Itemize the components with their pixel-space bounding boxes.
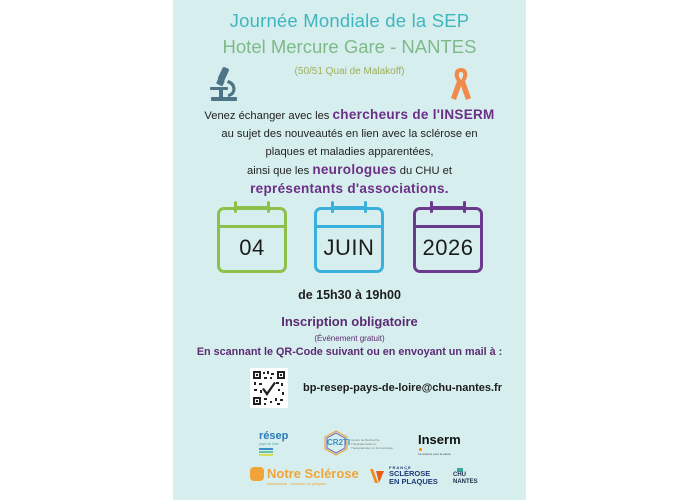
contact-email[interactable]: bp-resep-pays-de-loire@chu-nantes.fr <box>303 382 502 394</box>
associations-highlight: représentants d'associations. <box>250 181 449 196</box>
calendar-month <box>314 207 384 273</box>
event-poster: Journée Mondiale de la SEP Hotel Mercure Gare - NANTES (50/51 Quai de Malakoff) Venez échanger avec les chercheurs de l'INSERM au sujet des nouveautés en lien avec la sclérose en plaques et maladies apparentées, ainsi que les neurologues du CHU et représentants d'associations. 04 JUIN 2026 de 15h30 à 19h00 Inscription obligatoire (Événement gratuit) En scannant le QR-Code suivant ou en envoyant un mail à : bp-resep-pays-de-loire@chu-nantes.fr résep pays de loire CR2TI Centre de Recherche Translationnelle en Transplantation et Immunologie Inserm La science pour la santé Notre Sclérose association - sclérose en plaques FRANCE SCLÉROSE EN PLAQUES CHU NANTES <box>173 0 526 500</box>
intro-line-5 <box>173 180 526 199</box>
date-day: 04 <box>239 235 265 260</box>
venue-address: (50/51 Quai de Malakoff) <box>294 66 405 77</box>
intro-line-2: au sujet des nouveautés en lien avec la sclérose en <box>221 128 478 140</box>
calendar-year <box>413 207 483 273</box>
logo-resep: résep pays de loire <box>259 430 291 456</box>
researchers-highlight: chercheurs de l'INSERM <box>332 107 495 122</box>
intro-line-1: Venez échanger avec les chercheurs de l'INSERM <box>204 107 495 122</box>
intro-line-3: plaques et maladies apparentées, <box>265 146 434 158</box>
venue-name: Hotel Mercure Gare - NANTES <box>222 36 477 57</box>
event-time: de 15h30 à 19h00 <box>298 288 401 302</box>
logo-inserm: Inserm La science pour la santé <box>418 432 461 456</box>
qr-code[interactable] <box>250 368 288 408</box>
microscope-icon <box>206 64 242 104</box>
calendar-day <box>217 207 287 273</box>
date-month: JUIN <box>323 235 375 260</box>
registration-note: (Événement gratuit) <box>314 334 385 343</box>
intro-line-4: ainsi que les neurologues du CHU et <box>247 162 452 177</box>
logo-chu-nantes: CHU NANTES <box>453 468 487 486</box>
date-year: 2026 <box>422 235 474 260</box>
registration-instruction: En scannant le QR-Code suivant ou en envoyant un mail à : <box>196 346 503 358</box>
intro-paragraph <box>173 106 526 199</box>
neurologists-highlight: neurologues <box>312 162 397 177</box>
poster-title: Journée Mondiale de la SEP <box>229 10 470 31</box>
awareness-ribbon-icon <box>449 66 473 102</box>
registration-title: Inscription obligatoire <box>281 314 418 329</box>
